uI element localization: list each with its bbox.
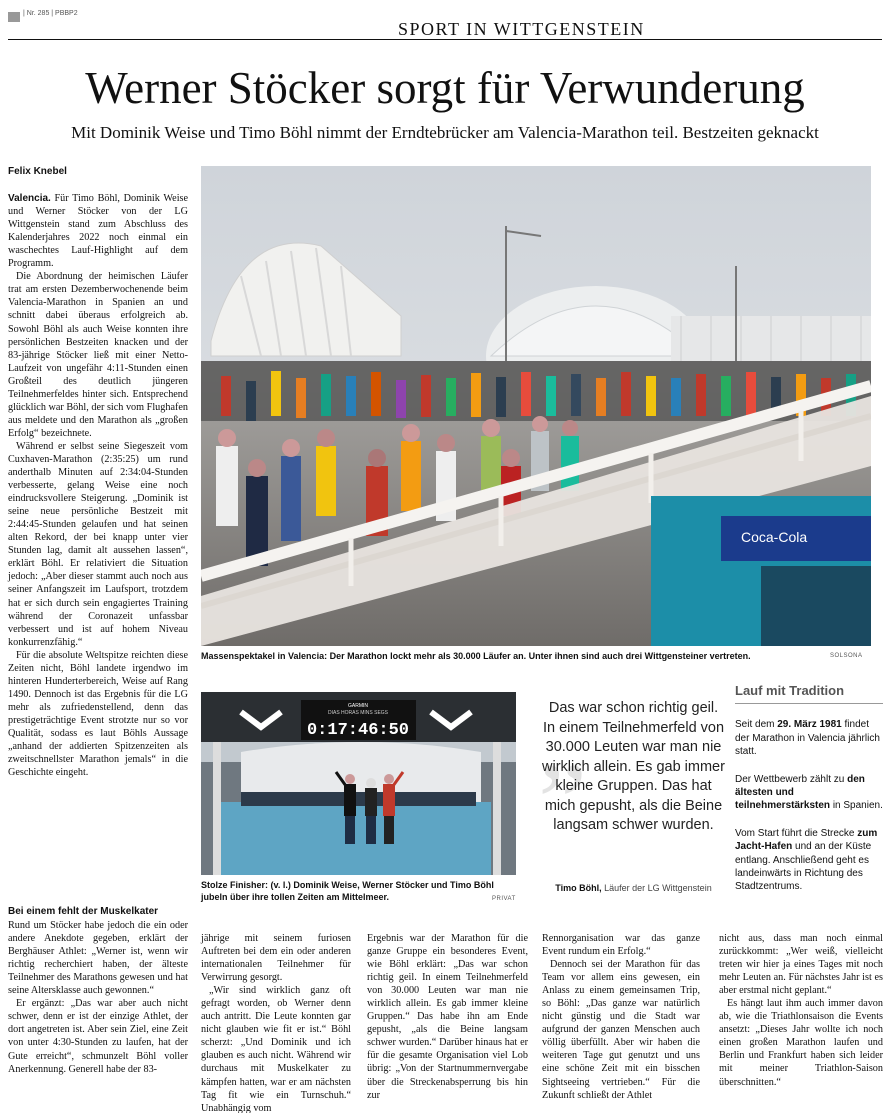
quote-attribution bbox=[542, 883, 725, 893]
infobox-title: Lauf mit Tradition bbox=[735, 684, 883, 704]
infobox-paragraph: Der Wettbewerb zählt zu den ältesten und teilnehmerstärksten in Spanien. bbox=[735, 773, 883, 812]
clock-brand: GARMIN bbox=[348, 703, 368, 709]
article-column-1-bottom bbox=[8, 905, 188, 1076]
paragraph: Rund um Stöcker habe jedoch die ein oder andere Anekdote gegeben, erklärt der Berghäuser Athlet: „Werner ist, wenn wir richtig recherchiert haben, der älteste Teilnehmer des Marathons gewesen und hat seine Altersklasse auch gewonnen.“ bbox=[8, 920, 188, 997]
issue-info: | Nr. 285 | PBBP2 bbox=[23, 10, 78, 17]
infobox-paragraph: Seit dem 29. März 1981 findet der Marathon in Valencia jährlich statt. bbox=[735, 719, 880, 758]
paragraph: Für die absolute Weltspitze reichten diese Zeiten nicht, Böhl landete irgendwo im hinteren Hunderterbereich, Weise auf Rang 1490. Dennoch ist das Ergebnis für die LG mehr als zufriedenstellend, denn das prestigeträchtige Event strotzte nur so vor Qualität, sodass es laut Böhls Aussage „anhand der addierten Spitzenzeiten als zweitschnellster Marathon jemals“ in die Geschichte eingeht. bbox=[8, 649, 188, 779]
sponsor-banner: Coca-Cola bbox=[741, 529, 808, 545]
photo-marathon bbox=[201, 166, 871, 646]
paragraph: Während er selbst seine Siegeszeit vom Cuxhaven-Marathon (2:35:25) um rund anderthalb Minuten auf 2:34:04-Stunden verbesserte, gelang Weise eine noch eindrucksvollere Steigerung. „Dominik ist seine neue persönliche Bestzeit mit 2:44:45-Stunden gelaufen und hat seinen alten Rekord, der bei knapp unter vier Stunden lag, damit alt aussehen lassen“, erklärt Böhl. Er relativiert die Situation jedoch: „Aber dieser stammt auch noch aus seiner Anfangszeit im Laufsport, trotzdem hat er sich durch sein engagiertes Training während der Coronazeit unfassbar verbessert und ist auf hohem Niveau konkurrenzfähig.“ bbox=[8, 440, 188, 648]
photo-finish bbox=[201, 692, 516, 875]
quote-role: Läufer der LG Wittgenstein bbox=[604, 883, 712, 893]
author: Felix Knebel bbox=[8, 166, 67, 177]
article-column-1 bbox=[8, 165, 188, 779]
dateline: Valencia. bbox=[8, 193, 51, 205]
clock-labels: DIAS HORAS MINS SEGS bbox=[327, 710, 389, 716]
article-column-5 bbox=[719, 932, 883, 1089]
subheadline: Mit Dominik Weise und Timo Böhl nimmt der Erndtebrücker am Valencia-Marathon teil. Bestzeiten geknackt bbox=[71, 123, 819, 142]
clock-time: 0:17:46:50 bbox=[306, 721, 410, 740]
finish-scene bbox=[201, 692, 516, 875]
article-column-4 bbox=[542, 932, 700, 1102]
quote-author: Timo Böhl, bbox=[555, 883, 602, 893]
article-column-3 bbox=[367, 932, 528, 1102]
photo-main-credit: SOLSONA bbox=[830, 653, 863, 659]
section-title: SPORT IN WITTGENSTEIN bbox=[398, 19, 645, 39]
photo-finish-credit: PRIVAT bbox=[492, 896, 516, 902]
newspaper-logo-icon bbox=[8, 12, 20, 22]
marathon-scene bbox=[201, 166, 871, 646]
page-header bbox=[8, 10, 882, 40]
paragraph: Ergebnis war der Marathon für die ganze Gruppe ein besonderes Event, wie Böhl erklärt: „Das war schon richtig geil. In einem Teilnehmerfeld von 30.000 Leuten war man nie wirklich allein. Es gab immer kleine Gruppen.“ Das habe ihn am Ende gepusht, „als die Beine langsam schwer wurden.“ Darüber hinaus hat er für die gesamte Organisation viel Lob übrig: „Von der Startnummernvergabe über die Streckenabsperrung bis hin zur bbox=[367, 933, 528, 1101]
paragraph: Die Abordnung der heimischen Läufer trat am ersten Dezemberwochenende beim Valencia-Marathon in Spanien an und schnitt dabei überaus erfolgreich ab. Sowohl Böhl als auch Weise konnten ihre persönlichen Bestzeiten knacken und der 83-jährige Stöcker ließ mit einer Netto-Laufzeit von ungefähr 4:11-Stunden einen Großteil des deutlich jüngeren Teilnehmerfeldes hinter sich. Entsprechend glücklich war Böhl, der sich vom Flughafen aus meldete und den Marathon als „großen Erfolg“ bezeichnete. bbox=[8, 271, 188, 439]
paragraph: Dennoch sei der Marathon für das Team vor allem eins gewesen, ein Anlass zu einem gemeinsamen Trip, so Böhl: „Das ganze war natürlich nicht günstig und die Stadt war aufgrund der ganzen Menschen auch völlig überfüllt. Aber wir haben die weiteren Tage gut genutzt und uns eine schöne Zeit mit ein bisschen Sightseeing vertrieben.“ Für die Zukunft schließt der Athlet bbox=[542, 959, 700, 1101]
paragraph: „Wir sind wirklich ganz oft gefragt worden, ob Werner denn auch antritt. Die Leute konnten gar nicht glauben wie fit er ist.“ Böhl scherzt: „Und Dominik und ich glauben es auch nicht. Während wir durchaus mit Muskelkater zu kämpfen hatten, war er am nächsten Tag fit wie ein Turnschuh.“ Unabhängig vom bbox=[201, 985, 351, 1113]
article-column-2 bbox=[201, 932, 351, 1113]
paragraph: jährige mit seinem furiosen Auftreten bei dem ein oder anderen internationalen Teilnehmer für Verwirrung gesorgt. bbox=[201, 933, 351, 984]
infobox bbox=[735, 684, 883, 894]
paragraph: nicht aus, dass man noch einmal zurückkommt: „Wer weiß, vielleicht treten wir hier ja eines Tages mit noch mehr Leuten an. Für nächstes Jahr ist es aber erstmal nicht geplant.“ bbox=[719, 933, 883, 997]
photo-finish-caption: Stolze Finisher: (v. l.) Dominik Weise, Werner Stöcker und Timo Böhl jubeln über ihre tollen Zeiten am Mittelmeer. bbox=[201, 880, 494, 902]
paragraph: Es hängt laut ihm auch immer davon ab, wie die Triathlonsaison die Events ansetzt: „Dieses Jahr wollte ich noch einen großen Marathon laufen und Berlin und Frankfurt haben sich leider mit meiner Triathlon-Saison überschnitten.“ bbox=[719, 998, 883, 1088]
quote-mark-icon: „ bbox=[538, 679, 587, 801]
paragraph: Rennorganisation war das ganze Event rundum ein Erfolg.“ bbox=[542, 933, 700, 958]
infobox-paragraph: Vom Start führt die Strecke zum Jacht-Hafen und an der Küste entlang. Anschließend geht es landeinwärts in Richtung des Stadtzentrums. bbox=[735, 827, 878, 893]
quote-text: Das war schon richtig geil. In einem Teilnehmerfeld von 30.000 Leuten war man nie wirklich allein. Es gab immer kleine Gruppen. Das hat mich gepusht, als die Beine langsam schwer wurden. bbox=[542, 700, 725, 833]
photo-main-caption: Massenspektakel in Valencia: Der Marathon lockt mehr als 30.000 Läufer an. Unter ihnen sind auch drei Wittgensteiner vertreten. bbox=[201, 651, 751, 661]
subhead: Bei einem fehlt der Muskelkater bbox=[8, 906, 159, 917]
paragraph: Er ergänzt: „Das war aber auch nicht schwer, denn er ist der einzige Athlet, der dort angetreten ist. Aber sein Ziel, eine Zeit von unter 4:30-Stunden zu laufen, hat der Gute erreicht“, schmunzelt Böhl voller Anerkennung. Generell habe der 83- bbox=[8, 998, 188, 1075]
paragraph: Valencia. Für Timo Böhl, Dominik Weise und Werner Stöcker von der LG Wittgenstein stand zum Abschluss des Kalenderjahres 2022 noch einmal ein waschechtes Lauf-Highlight auf dem Programm. bbox=[8, 193, 189, 270]
headline: Werner Stöcker sorgt für Verwunderung bbox=[85, 63, 805, 113]
pull-quote bbox=[538, 679, 725, 908]
